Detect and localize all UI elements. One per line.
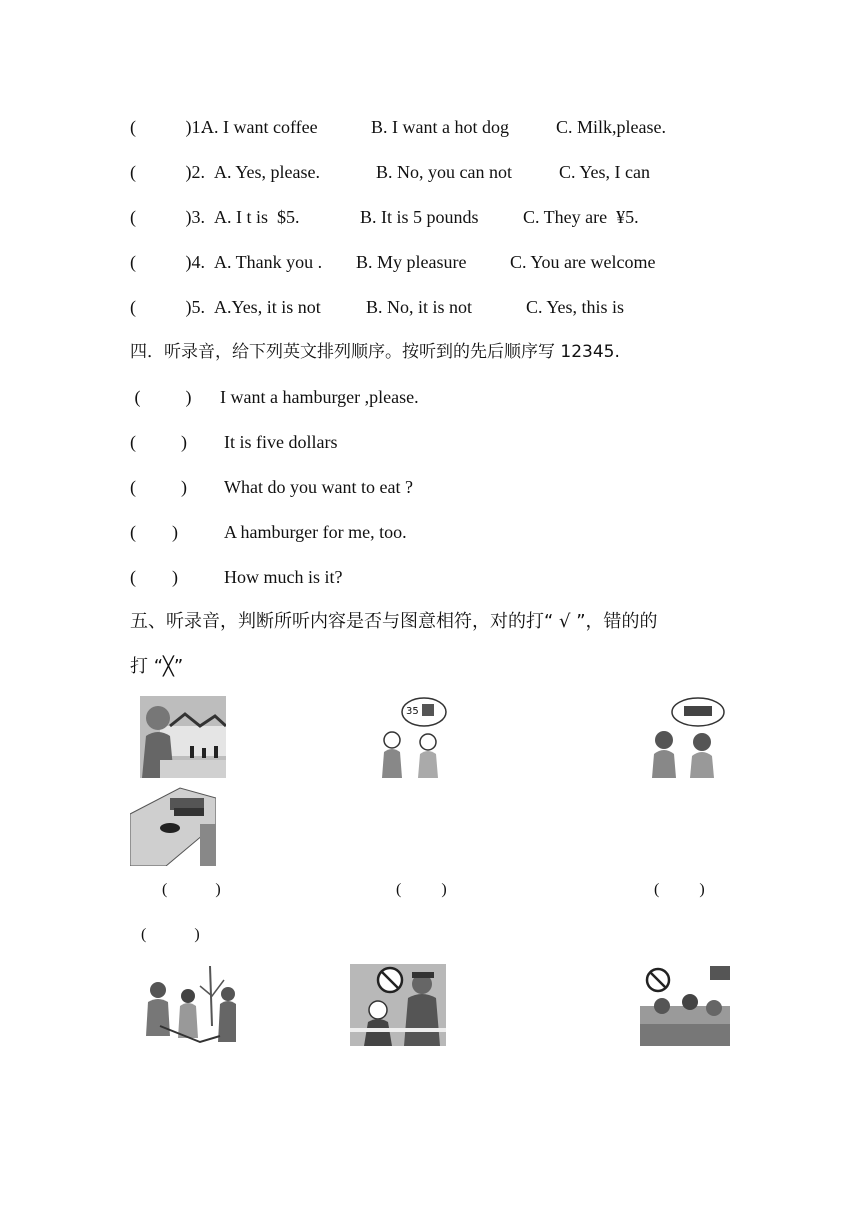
q5-option-c: C. Yes, this is	[526, 297, 625, 317]
order-item-5: How much is it?	[224, 567, 343, 587]
order-blank-2: ( )	[130, 432, 187, 452]
picture-answer-blank-2: ( )	[396, 881, 447, 898]
q2-option-a: A. Yes, please.	[214, 162, 320, 182]
q2-option-c: C. Yes, I can	[559, 162, 651, 182]
picture-7-no-smoking-cinema	[640, 966, 730, 1046]
picture-answer-blank-4: ( )	[141, 926, 200, 943]
q1-number: ( )1.	[130, 117, 205, 137]
order-blank-1: ( )	[130, 387, 192, 407]
order-item-1: I want a hamburger ,please.	[220, 387, 419, 407]
picture-5-kids-planting-trees	[140, 966, 236, 1046]
order-blank-5: ( )	[130, 567, 178, 587]
q1-option-b: B. I want a hot dog	[371, 117, 509, 137]
picture-6-no-swimming-sign-guard	[350, 964, 446, 1046]
order-item-3: What do you want to eat ?	[224, 477, 413, 497]
q3-option-b: B. It is 5 pounds	[360, 207, 479, 227]
picture-1-person-watching	[140, 696, 226, 778]
order-item-2: It is five dollars	[224, 432, 338, 452]
q5-option-b: B. No, it is not	[366, 297, 473, 317]
order-item-4: A hamburger for me, too.	[224, 522, 407, 542]
q3-option-c: C. They are ¥5.	[523, 207, 639, 227]
picture-2-two-kids-talking	[378, 696, 448, 778]
order-blank-4: ( )	[130, 522, 178, 542]
q5-option-a: A.Yes, it is not	[214, 297, 321, 317]
q4-option-a: A. Thank you .	[214, 252, 323, 272]
q4-option-b: B. My pleasure	[356, 252, 467, 272]
q2-option-b: B. No, you can not	[376, 162, 512, 182]
q3-number: ( )3.	[130, 207, 205, 227]
section4-heading: 四．听录音，给下列英文排列顺序。按听到的先后顺序写 12345.	[130, 342, 620, 362]
q1-option-c: C. Milk,please.	[556, 117, 666, 137]
picture-answer-blank-1: ( )	[162, 881, 221, 898]
picture-4-books-on-desk	[130, 784, 216, 866]
picture-3-kids-with-books	[648, 696, 726, 778]
q3-option-a: A. I t is $5.	[214, 207, 300, 227]
q4-option-c: C. You are welcome	[510, 252, 656, 272]
q5-number: ( )5.	[130, 297, 205, 317]
section5-heading-line1: 五、听录音，判断所听内容是否与图意相符，对的打“ √ ”，错的的	[130, 611, 658, 632]
section5-heading-line2: 打 “╳”	[130, 656, 184, 677]
q1-option-a: A. I want coffee	[201, 117, 318, 137]
q4-number: ( )4.	[130, 252, 205, 272]
order-blank-3: ( )	[130, 477, 187, 497]
svg-text:35: 35	[406, 706, 419, 717]
q2-number: ( )2.	[130, 162, 205, 182]
picture-answer-blank-3: ( )	[654, 881, 705, 898]
